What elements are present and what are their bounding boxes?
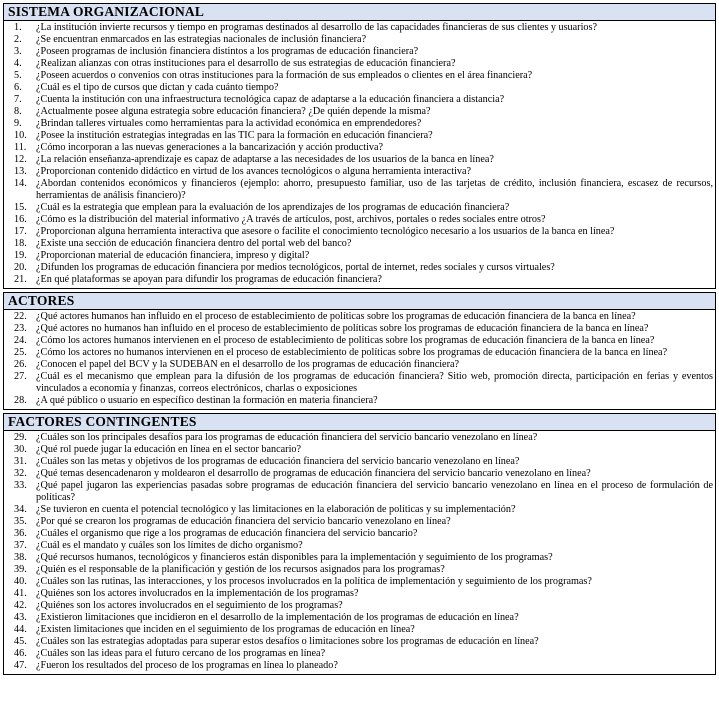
question-number: 21. [14,274,27,285]
question-list [4,431,715,674]
question-text: ¿Existieron limitaciones que incidieron en el desarrollo de la implementación de los programas de educación en línea? [36,612,519,623]
question-number: 47. [14,660,27,671]
section-block [3,292,716,410]
question-text: ¿Posee la institución estrategias integradas en las TIC para la formación en educación financiera? [36,130,433,141]
question-row [4,528,715,540]
question-text: ¿Cuáles el organismo que rige a los programas de educación financiera del servicio bancario? [36,528,418,539]
question-text: ¿Cuál es la estrategia que emplean para la evaluación de los aprendizajes de los programas de educación financiera? [36,202,510,213]
question-row [4,552,715,564]
question-number: 9. [14,118,22,129]
question-text: ¿Poseen programas de inclusión financiera distintos a los programas de educación financiera? [36,46,419,57]
question-row [4,94,715,106]
question-text: ¿La institución invierte recursos y tiempo en programas destinados al desarrollo de las capacidades financieras de sus clientes y usuarios? [36,22,597,33]
question-text: ¿Cuál es el mecanismo que emplean para la difusión de los programas de educación financiera? Sitio web, promoción directa, participación en ferias y eventos vinculados a economía y finanzas, correos electrónicos, charlas o exposiciones [36,371,713,394]
question-row [4,106,715,118]
question-row [4,624,715,636]
question-row [4,516,715,528]
question-number: 39. [14,564,27,575]
section-title: SISTEMA ORGANIZACIONAL [4,4,715,21]
question-list [4,21,715,288]
question-row [4,456,715,468]
section-title: FACTORES CONTINGENTES [4,414,715,431]
question-row [4,444,715,456]
question-row [4,274,715,286]
question-row [4,600,715,612]
question-row [4,612,715,624]
question-row [4,70,715,82]
question-text: ¿Proporcionan alguna herramienta interactiva que asesore o facilite el conocimiento tecnológico necesario a los usuarios de la banca en línea? [36,226,615,237]
question-text: ¿Cuál es el mandato y cuáles son los límites de dicho organismo? [36,540,303,551]
question-text: ¿Cuáles son las rutinas, las interacciones, y los procesos involucrados en la política de implementación y seguimiento de los programas? [36,576,592,587]
question-text: ¿Proporcionan material de educación financiera, impreso y digital? [36,250,310,261]
question-number: 7. [14,94,22,105]
question-number: 33. [14,480,27,491]
question-number: 34. [14,504,27,515]
question-text: ¿Cuáles son las ideas para el futuro cercano de los programas en línea? [36,648,326,659]
question-number: 1. [14,22,22,33]
question-row [4,504,715,516]
question-row [4,648,715,660]
question-row [4,250,715,262]
question-number: 24. [14,335,27,346]
question-number: 31. [14,456,27,467]
question-number: 25. [14,347,27,358]
question-number: 13. [14,166,27,177]
question-text: ¿Conocen el papel del BCV y la SUDEBAN en el desarrollo de los programas de educación financiera? [36,359,460,370]
question-text: ¿Cuáles son las estrategias adoptadas para superar estos desafíos o limitaciones sobre los programas de educación en línea? [36,636,539,647]
question-text: ¿Cuáles son los principales desafíos para los programas de educación financiera del servicio bancario venezolano en línea? [36,432,538,443]
question-row [4,540,715,552]
question-number: 18. [14,238,27,249]
question-text: ¿Quiénes son los actores involucrados en la implementación de los programas? [36,588,359,599]
question-text: ¿Brindan talleres virtuales como herramientas para la actividad económica en emprendedores? [36,118,422,129]
question-row [4,588,715,600]
question-number: 15. [14,202,27,213]
question-row [4,154,715,166]
question-row [4,58,715,70]
question-row [4,359,715,371]
question-number: 41. [14,588,27,599]
question-text: ¿Por qué se crearon los programas de educación financiera del servicio bancario venezolano en línea? [36,516,451,527]
section-block [3,3,716,289]
question-number: 36. [14,528,27,539]
question-row [4,118,715,130]
question-row [4,564,715,576]
question-text: ¿Qué recursos humanos, tecnológicos y financieros están disponibles para la implementación y seguimiento de los programas? [36,552,553,563]
question-number: 14. [14,178,27,189]
question-number: 42. [14,600,27,611]
question-number: 16. [14,214,27,225]
question-text: ¿Actualmente posee alguna estrategia sobre educación financiera? ¿De quién depende la misma? [36,106,431,117]
question-row [4,22,715,34]
question-text: ¿Abordan contenidos económicos y financieros (ejemplo: ahorro, presupuesto familiar, uso de las tarjetas de crédito, inclusión financiera, escasez de recursos, herramientas de análisis financiero)? [36,178,713,201]
question-row [4,480,715,504]
question-row [4,214,715,226]
question-row [4,323,715,335]
question-text: ¿Poseen acuerdos o convenios con otras instituciones para la formación de sus empleados o clientes en el área financiera? [36,70,533,81]
question-row [4,202,715,214]
question-number: 17. [14,226,27,237]
question-text: ¿Cómo incorporan a las nuevas generaciones a la bancarización y acción productiva? [36,142,384,153]
question-text: ¿Cuál es el tipo de cursos que dictan y cada cuánto tiempo? [36,82,279,93]
question-row [4,34,715,46]
question-text: ¿Quiénes son los actores involucrados en el seguimiento de los programas? [36,600,343,611]
question-number: 4. [14,58,22,69]
question-text: ¿Quién es el responsable de la planificación y gestión de los recursos asignados para los programas? [36,564,445,575]
section-block [3,413,716,675]
question-number: 26. [14,359,27,370]
question-text: ¿Cuáles son las metas y objetivos de los programas de educación financiera del servicio bancario venezolano en línea? [36,456,520,467]
question-number: 45. [14,636,27,647]
question-row [4,178,715,202]
question-row [4,432,715,444]
question-number: 29. [14,432,27,443]
question-row [4,371,715,395]
question-number: 30. [14,444,27,455]
question-row [4,636,715,648]
question-text: ¿Cómo los actores no humanos intervienen en el proceso de establecimiento de políticas sobre los programas de educación financiera de la banca en línea? [36,347,668,358]
question-text: ¿Qué actores no humanos han influido en el proceso de establecimiento de políticas sobre los programas de educación financiera de la banca en línea? [36,323,649,334]
question-number: 12. [14,154,27,165]
question-text: ¿Fueron los resultados del proceso de los programas en línea lo planeado? [36,660,338,671]
question-text: ¿Difunden los programas de educación financiera por medios tecnológicos, portal de internet, redes sociales y cursos virtuales? [36,262,555,273]
question-number: 19. [14,250,27,261]
question-text: ¿Qué papel jugaron las experiencias pasadas sobre programas de educación financiera del servicio bancario venezolano en línea en el proceso de formulación de políticas? [36,480,713,503]
question-row [4,395,715,407]
question-number: 20. [14,262,27,273]
question-number: 23. [14,323,27,334]
question-row [4,576,715,588]
question-number: 27. [14,371,27,382]
question-number: 5. [14,70,22,81]
question-number: 44. [14,624,27,635]
question-text: ¿Qué actores humanos han influido en el proceso de establecimiento de políticas sobre los programas de educación financiera de la banca en línea? [36,311,636,322]
question-number: 46. [14,648,27,659]
question-text: ¿Existen limitaciones que inciden en el seguimiento de los programas de educación en línea? [36,624,415,635]
question-row [4,166,715,178]
question-row [4,660,715,672]
question-number: 11. [14,142,27,153]
question-number: 40. [14,576,27,587]
question-row [4,82,715,94]
question-row [4,46,715,58]
questionnaire-table [3,3,716,678]
question-row [4,238,715,250]
question-number: 22. [14,311,27,322]
question-number: 3. [14,46,22,57]
question-number: 32. [14,468,27,479]
question-number: 10. [14,130,27,141]
question-text: ¿Cómo los actores humanos intervienen en el proceso de establecimiento de políticas sobre los programas de educación financiera de la banca en línea? [36,335,655,346]
question-text: ¿Realizan alianzas con otras instituciones para el desarrollo de sus estrategias de educación financiera? [36,58,456,69]
question-row [4,262,715,274]
question-number: 28. [14,395,27,406]
question-number: 2. [14,34,22,45]
question-number: 6. [14,82,22,93]
question-number: 35. [14,516,27,527]
question-text: ¿Se tuvieron en cuenta el potencial tecnológico y las limitaciones en la elaboración de políticas y su implementación? [36,504,516,515]
question-text: ¿Cuenta la institución con una infraestructura tecnológica capaz de adaptarse a la educación financiera a distancia? [36,94,505,105]
question-text: ¿A qué público o usuario en específico destinan la formación en materia financiera? [36,395,378,406]
question-row [4,311,715,323]
question-number: 43. [14,612,27,623]
question-list [4,310,715,409]
question-number: 38. [14,552,27,563]
question-row [4,468,715,480]
question-row [4,130,715,142]
section-title: ACTORES [4,293,715,310]
question-text: ¿Se encuentran enmarcados en las estrategias nacionales de inclusión financiera? [36,34,367,45]
question-text: ¿Cómo es la distribución del material informativo ¿A través de artículos, post, archivos, portales o redes sociales entre otros? [36,214,546,225]
question-text: ¿Proporcionan contenido didáctico en virtud de los avances tecnológicos o alguna herramienta interactiva? [36,166,472,177]
question-text: ¿La relación enseñanza-aprendizaje es capaz de adaptarse a las necesidades de los usuarios de la banca en línea? [36,154,494,165]
question-text: ¿Qué temas desencadenaron y moldearon el desarrollo de programas de educación financiera del servicio bancario venezolano en línea? [36,468,591,479]
question-text: ¿Qué rol puede jugar la educación en línea en el sector bancario? [36,444,302,455]
question-row [4,347,715,359]
question-row [4,226,715,238]
question-text: ¿Existe una sección de educación financiera dentro del portal web del banco? [36,238,352,249]
question-number: 37. [14,540,27,551]
question-row [4,142,715,154]
question-text: ¿En qué plataformas se apoyan para difundir los programas de educación financiera? [36,274,382,285]
question-row [4,335,715,347]
question-number: 8. [14,106,22,117]
